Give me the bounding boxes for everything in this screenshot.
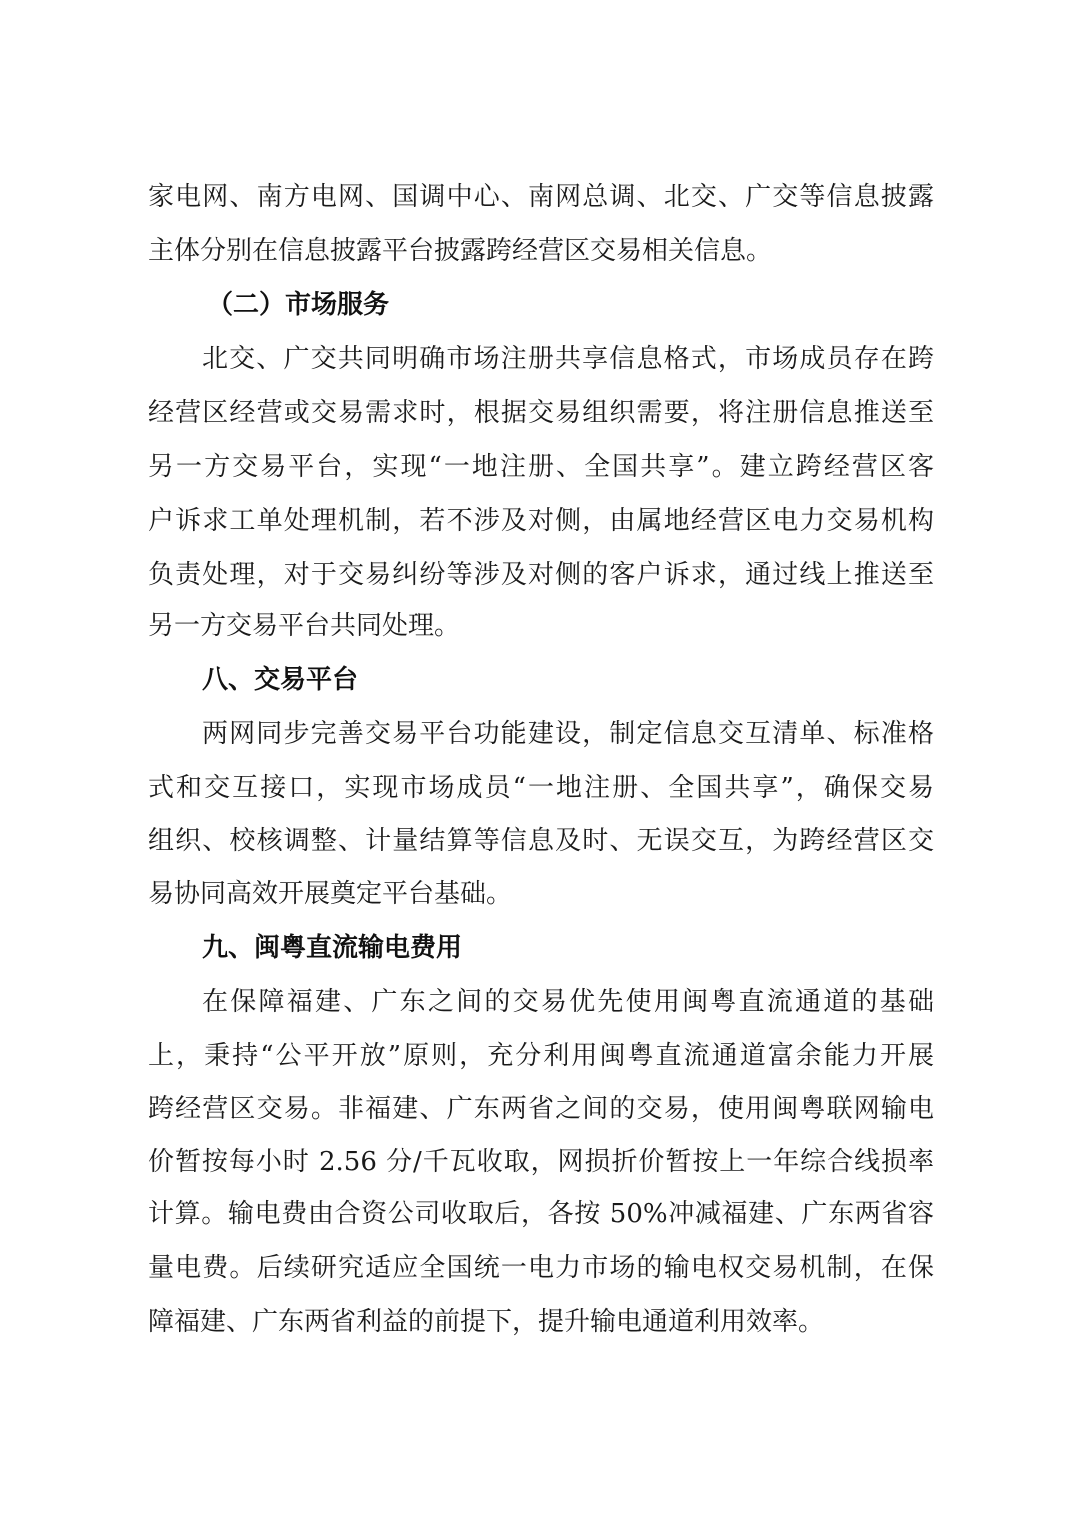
trading-platform-line-1: 两网同步完善交易平台功能建设，制定信息交互清单、标准格 [202,719,934,749]
intro-line-2: 主体分别在信息披露平台披露跨经营区交易相关信息。 [148,236,773,266]
intro-line-1: 家电网、南方电网、国调中心、南网总调、北交、广交等信息披露 [148,182,934,212]
trading-platform-line-4: 易协同高效开展奠定平台基础。 [148,879,513,909]
transmission-fee-line-1: 在保障福建、广东之间的交易优先使用闽粤直流通道的基础 [202,987,934,1017]
transmission-fee-line-5: 计算。输电费由合资公司收取后，各按 50%冲减福建、广东两省容 [148,1199,934,1229]
transmission-fee-line-3: 跨经营区交易。非福建、广东两省之间的交易，使用闽粤联网输电 [148,1094,934,1124]
transmission-fee-line-7: 障福建、广东两省利益的前提下，提升输电通道利用效率。 [148,1307,825,1337]
market-service-line-4: 户诉求工单处理机制，若不涉及对侧，由属地经营区电力交易机构 [148,506,934,536]
trading-platform-line-2: 式和交互接口，实现市场成员“一地注册、全国共享”，确保交易 [148,773,934,803]
market-service-line-6: 另一方交易平台共同处理。 [148,611,461,641]
section-heading-trading-platform: 八、交易平台 [202,665,359,695]
transmission-fee-line-6: 量电费。后续研究适应全国统一电力市场的输电权交易机制，在保 [148,1253,934,1283]
transmission-fee-line-4: 价暂按每小时 2.56 分/千瓦收取，网损折价暂按上一年综合线损率 [148,1147,934,1177]
market-service-line-1: 北交、广交共同明确市场注册共享信息格式，市场成员存在跨 [202,344,934,374]
trading-platform-line-3: 组织、校核调整、计量结算等信息及时、无误交互，为跨经营区交 [148,826,934,856]
transmission-fee-line-2: 上，秉持“公平开放”原则，充分利用闽粤直流通道富余能力开展 [148,1041,934,1071]
section-heading-transmission-fee: 九、闽粤直流输电费用 [202,933,463,963]
market-service-line-3: 另一方交易平台，实现“一地注册、全国共享”。建立跨经营区客 [148,452,934,482]
market-service-line-5: 负责处理，对于交易纠纷等涉及对侧的客户诉求，通过线上推送至 [148,560,934,590]
section-heading-market-service: （二）市场服务 [207,290,390,320]
market-service-line-2: 经营区经营或交易需求时，根据交易组织需要，将注册信息推送至 [148,398,934,428]
